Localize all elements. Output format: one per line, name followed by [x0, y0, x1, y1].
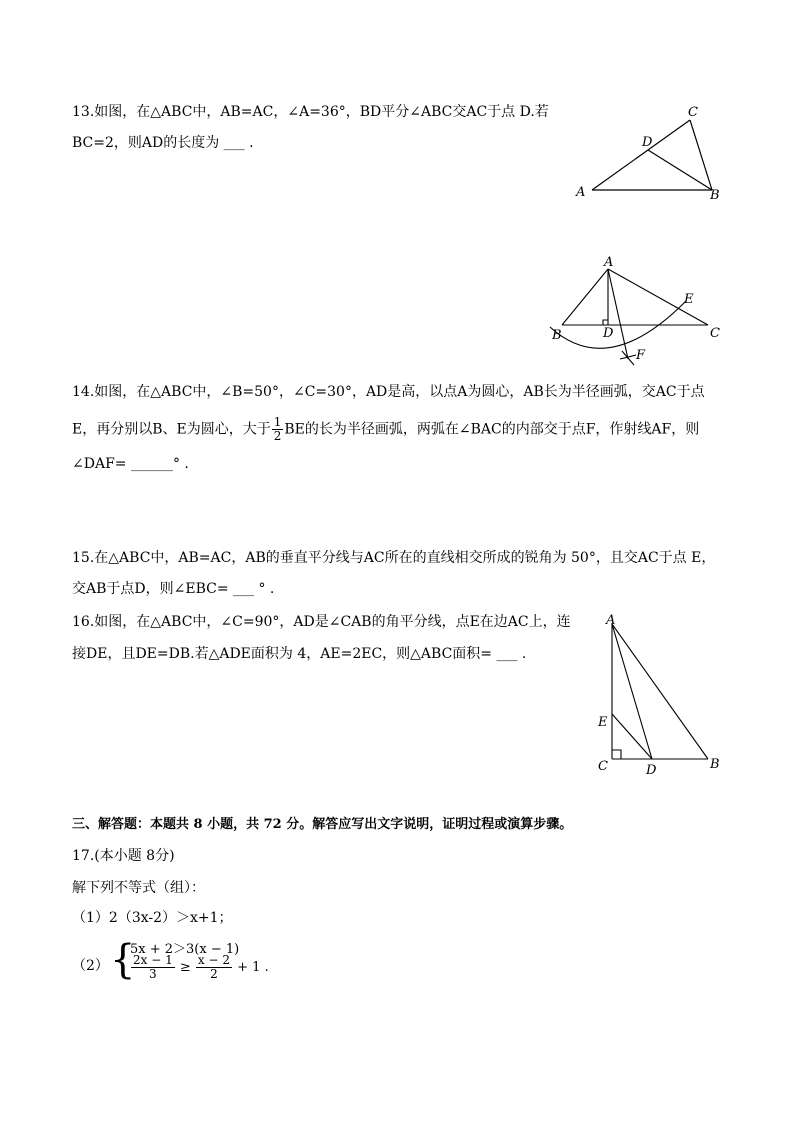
- q14-line-3: ∠DAF= ______° .: [72, 456, 189, 472]
- system-ge-sign: ≥: [179, 960, 191, 975]
- q14-line-2: [72, 416, 699, 443]
- q16-label-e: E: [598, 715, 608, 730]
- q15-line-1: 15.在△ABC中，AB=AC，AB的垂直平分线与AC所在的直线相交所成的锐角为 50°，且交AC于点 E，: [72, 550, 716, 566]
- q13-line-2: BC=2，则AD的长度为 ___ .: [72, 135, 254, 151]
- q14-label-d: D: [603, 326, 614, 341]
- system-line-2: [130, 954, 269, 981]
- q14-line-2-post: BE的长为半径画弧，两弧在∠BAC的内部交于点F，作射线AF，则: [284, 421, 700, 438]
- q14-fraction: [272, 416, 284, 443]
- q14-label-a: A: [604, 255, 614, 270]
- q14-fraction-numerator: 1: [273, 415, 282, 429]
- q13-label-b: B: [710, 188, 720, 203]
- q13-label-d: D: [642, 135, 653, 150]
- q13-line-1: 13.如图，在△ABC中，AB=AC，∠A=36°，BD平分∠ABC交AC于点 D.若: [72, 104, 549, 120]
- system-tail: + 1 .: [237, 960, 269, 975]
- q13-label-c: C: [688, 105, 698, 120]
- q17-title: 17.(本小题 8分): [72, 848, 175, 864]
- system-fraction-1: [131, 954, 175, 981]
- system-line-1: 5x + 2＞3(x − 1): [130, 942, 240, 957]
- system-fraction-2-numerator: x − 2: [197, 953, 231, 967]
- q16-label-b: B: [710, 757, 720, 772]
- q14-fraction-denominator: 2: [273, 429, 282, 443]
- q17-intro: 解下列不等式（组）：: [72, 880, 205, 896]
- q14-label-c: C: [710, 326, 720, 341]
- system-brace: {: [110, 937, 136, 983]
- system-fraction-2-denominator: 2: [210, 967, 218, 981]
- q17-part-2-label: （2）: [72, 958, 109, 974]
- q14-label-b: B: [552, 328, 562, 343]
- q14-figure: [548, 255, 728, 370]
- q16-figure: [590, 612, 730, 782]
- section-3-heading: 三、解答题：本题共 8 小题，共 72 分。解答应写出文字说明，证明过程或演算步骤。: [72, 817, 573, 832]
- q15-line-2: 交AB于点D，则∠EBC= ___ ° .: [72, 581, 275, 597]
- q14-label-f: F: [636, 348, 646, 363]
- q16-line-2: 接DE，且DE=DB.若△ADE面积为 4，AE=2EC，则△ABC面积= ___ .: [72, 646, 527, 662]
- q17-part-1: （1）2（3x-2）＞x+1；: [72, 910, 233, 926]
- q16-label-c: C: [598, 759, 608, 774]
- q13-figure: [560, 98, 740, 208]
- q14-line-1: 14.如图，在△ABC中，∠B=50°，∠C=30°，AD是高，以点A为圆心，AB长为半径画弧，交AC于点: [72, 384, 705, 400]
- q14-line-2-pre: E，再分别以B、E为圆心，大于: [72, 421, 271, 438]
- q16-label-d: D: [646, 763, 657, 778]
- system-fraction-1-denominator: 3: [149, 967, 157, 981]
- system-fraction-1-numerator: 2x − 1: [133, 953, 173, 967]
- q14-label-e: E: [684, 292, 694, 307]
- system-fraction-2: [196, 954, 232, 981]
- q16-line-1: 16.如图，在△ABC中，∠C=90°，AD是∠CAB的角平分线，点E在边AC上，连: [72, 614, 571, 630]
- q16-label-a: A: [606, 613, 616, 628]
- q13-label-a: A: [576, 185, 586, 200]
